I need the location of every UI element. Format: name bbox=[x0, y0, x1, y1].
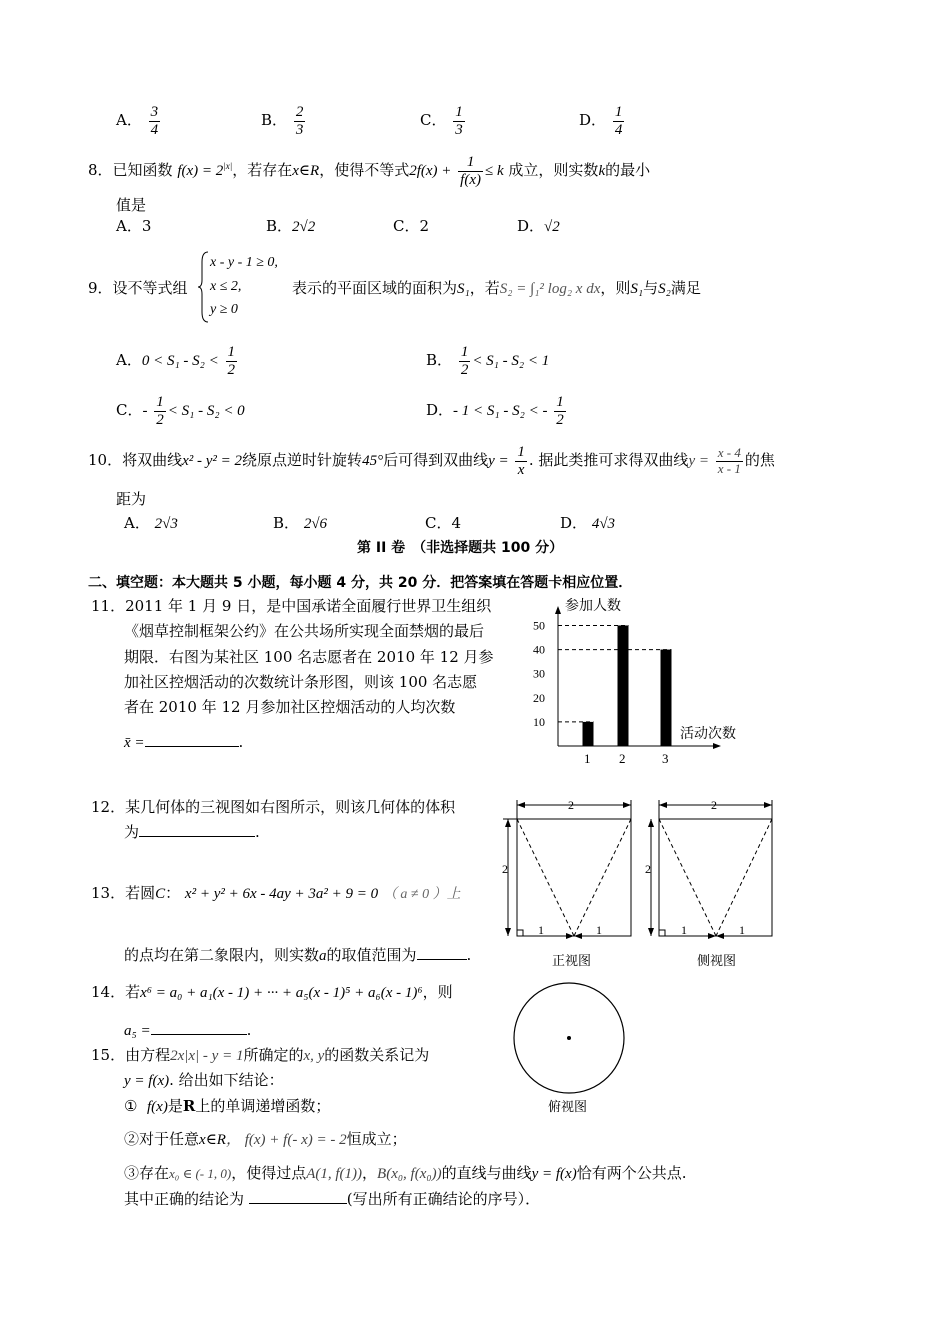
q9-system-line1: x - y - 1 ≥ 0, bbox=[210, 255, 278, 270]
q14-line2: a₅ = . bbox=[124, 1021, 252, 1039]
q12-line2: 为 . bbox=[124, 823, 260, 841]
q7-option-b: B． $\frac{2}{3}$ bbox=[261, 104, 304, 138]
front-view-caption: 正视图 bbox=[552, 954, 592, 969]
side-height-label: 2 bbox=[645, 862, 651, 876]
q9-number: 9．设不等式组 bbox=[88, 279, 188, 297]
chart-ytick-label: 50 bbox=[533, 618, 545, 633]
q7-option-d: D． $\frac{1}{4}$ bbox=[579, 104, 623, 138]
q9-system-line2: x ≤ 2, bbox=[210, 279, 242, 294]
q11-line1: 11．2011 年 1 月 9 日，是中国承诺全面履行世界卫生组织 bbox=[91, 597, 492, 615]
q14-line1: 14．若x⁶ = a₀ + a₁(x - 1) + ··· + a₅(x - 1)⁵ + a₆(x - 1)⁶，则 bbox=[91, 983, 453, 1001]
q12-line1: 12．某几何体的三视图如右图所示，则该几何体的体积 bbox=[91, 798, 456, 816]
side-width-label: 2 bbox=[711, 798, 717, 812]
q11-answer: x̄ = . bbox=[124, 733, 244, 751]
chart-y-arrow bbox=[555, 606, 561, 614]
chart-category-label: 2 bbox=[619, 751, 626, 766]
chart-bar bbox=[661, 650, 672, 746]
side-view bbox=[645, 797, 775, 947]
q15-line2: y = f(x). 给出如下结论： bbox=[124, 1071, 284, 1089]
chart-ytick-label: 40 bbox=[533, 642, 545, 657]
q7-option-a: A． $\frac{3}{4}$ bbox=[116, 104, 159, 138]
front-view bbox=[500, 797, 635, 947]
q10-option-d: D． 4√3 bbox=[560, 514, 616, 532]
q10-option-a: A． 2√3 bbox=[124, 514, 178, 532]
q15-line1: 15．由方程2x|x| - y = 1所确定的x, y的函数关系记为 bbox=[91, 1046, 430, 1064]
q15-conclusion-3: ③存在x₀ ∈ (- 1, 0)，使得过点A(1, f(1))，B(x₀, f(x₀))的直线与曲线y = f(x)恰有两个公共点. bbox=[124, 1164, 687, 1182]
section2-heading: 二、填空题：本大题共 5 小题，每小题 4 分，共 20 分．把答案填在答题卡相应位置． bbox=[88, 575, 633, 591]
chart-ylabel: 参加人数 bbox=[565, 598, 621, 614]
front-half-label-right: 1 bbox=[596, 923, 602, 937]
front-half-label-left: 1 bbox=[538, 923, 544, 937]
q8-option-c: C．2 bbox=[393, 217, 430, 235]
chart-ytick-label: 30 bbox=[533, 666, 545, 681]
front-width-label: 2 bbox=[568, 798, 574, 812]
part2-title: 第 II 卷 （非选择题共 100 分） bbox=[357, 540, 564, 556]
q11-line2: 《烟草控制框架公约》在公共场所实现全面禁烟的最后 bbox=[124, 622, 485, 640]
front-height-label: 2 bbox=[502, 862, 508, 876]
q11-line5: 者在 2010 年 12 月参加社区控烟活动的人均次数 bbox=[124, 698, 456, 716]
q8-option-d: D．√2 bbox=[517, 217, 560, 235]
side-view-caption: 侧视图 bbox=[697, 954, 737, 969]
chart-x-arrow bbox=[713, 743, 721, 749]
q11-bar-chart bbox=[525, 596, 755, 766]
side-half-label-left: 1 bbox=[681, 923, 687, 937]
q15-conclusion-2: ②对于任意x∈R， f(x) + f(- x) = - 2恒成立； bbox=[124, 1130, 407, 1148]
q8-option-a: A．3 bbox=[116, 217, 152, 235]
chart-category-label: 3 bbox=[662, 751, 669, 766]
q9-option-a: A．0 < S₁ - S₂ < $\frac{1}{2}$ bbox=[116, 344, 236, 378]
q15-conclusion-1: ① f(x)是R上的单调递增函数； bbox=[124, 1097, 331, 1115]
chart-bar bbox=[583, 722, 594, 746]
q9-option-d: D．- 1 < S₁ - S₂ < - $\frac{1}{2}$ bbox=[426, 394, 564, 428]
q9-stem: 表示的平面区域的面积为S₁，若S₂ = ∫₁² log₂ x dx，则S₁与S₂满足 bbox=[292, 279, 701, 297]
side-half-label-right: 1 bbox=[739, 923, 745, 937]
q13-line2: 的点均在第二象限内，则实数a的取值范围为 . bbox=[124, 946, 472, 964]
q13-line1: 13．若圆C： x² + y² + 6x - 4ay + 3a² + 9 = 0 （ a ≠ 0 ）上 bbox=[91, 884, 461, 902]
q9-option-c: C．- $\frac{1}{2}$ < S₁ - S₂ < 0 bbox=[116, 394, 245, 428]
q9-brace bbox=[200, 252, 210, 322]
q10-stem-cont: 距为 bbox=[116, 490, 147, 508]
q8-stem: 8．已知函数 $f(x) = 2^{|x|}$，若存在x∈R，使得不等式2f(x) + $\frac{1}{f(x)}$ ≤ k 成立，则实数k的最小 bbox=[88, 154, 651, 188]
q9-option-b: B． $\frac{1}{2}$ < S₁ - S₂ < 1 bbox=[426, 344, 550, 378]
q10-stem: 10．将双曲线x² - y² = 2绕原点逆时针旋转45°后可得到双曲线y = $\frac{1}{x}$ . 据此类推可求得双曲线y = $\frac{x - 4}{x - 1}$ 的焦 bbox=[88, 444, 775, 478]
q11-line4: 加社区控烟活动的次数统计条形图，则该 100 名志愿 bbox=[124, 673, 478, 691]
chart-category-label: 1 bbox=[584, 751, 591, 766]
q7-option-c: C． $\frac{1}{3}$ bbox=[420, 104, 463, 138]
chart-ytick-label: 20 bbox=[533, 690, 545, 705]
chart-bar bbox=[618, 625, 629, 746]
q10-option-c: C．4 bbox=[425, 514, 462, 532]
q8-option-b: B．2√2 bbox=[266, 217, 316, 235]
q9-system-line3: y ≥ 0 bbox=[210, 302, 238, 317]
chart-ytick-label: 10 bbox=[533, 714, 545, 729]
chart-xlabel: 活动次数 bbox=[680, 726, 736, 742]
q15-final: 其中正确的结论为 (写出所有正确结论的序号）． bbox=[124, 1190, 541, 1208]
q11-line3: 期限．右图为某社区 100 名志愿者在 2010 年 12 月参 bbox=[124, 648, 494, 666]
top-view-caption: 俯视图 bbox=[548, 1100, 588, 1115]
top-view bbox=[510, 980, 630, 1100]
q10-option-b: B． 2√6 bbox=[273, 514, 328, 532]
q8-stem-cont: 值是 bbox=[116, 196, 147, 214]
